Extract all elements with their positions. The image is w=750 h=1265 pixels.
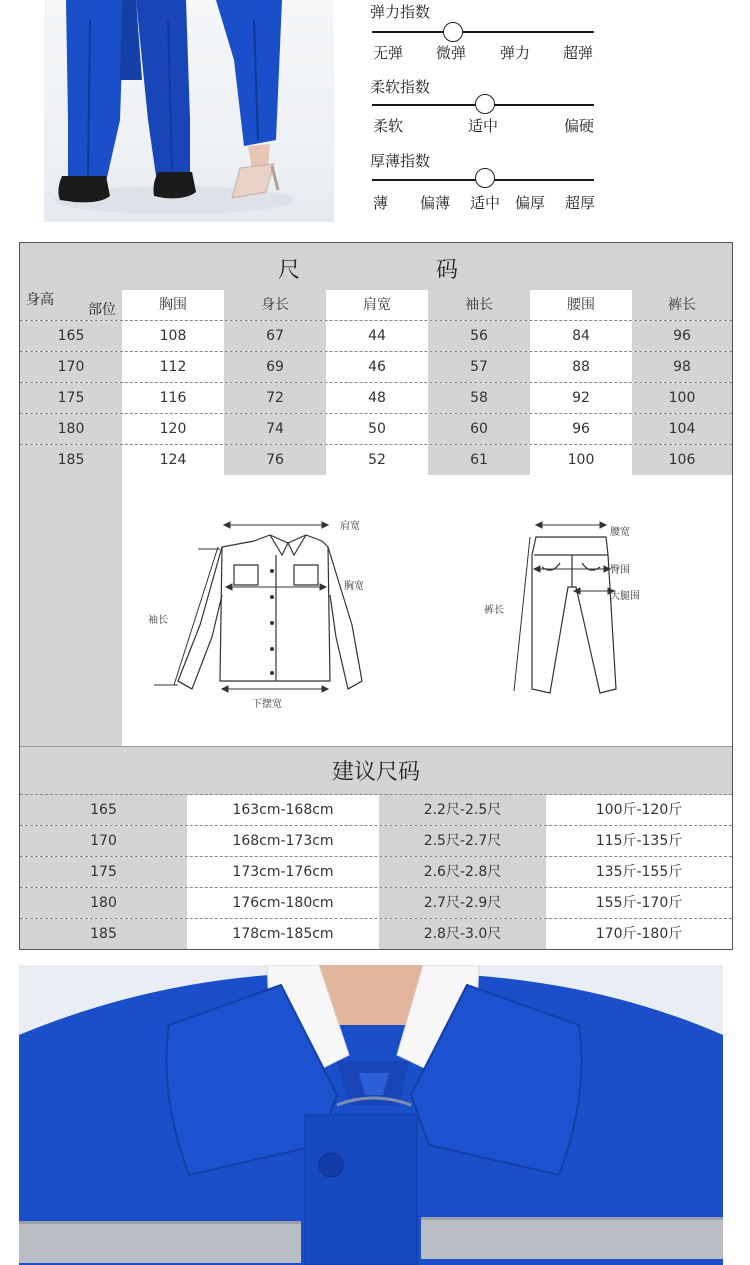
recommend-waist: 2.5尺-2.7尺 <box>379 826 546 856</box>
table-row <box>20 414 732 445</box>
recommend-waist: 2.8尺-3.0尺 <box>379 919 546 949</box>
softness-label: 适中 <box>468 117 499 135</box>
corner-part-label: 部位 <box>88 302 116 318</box>
recommend-height: 173cm-176cm <box>187 857 379 887</box>
value-cell: 120 <box>122 414 224 444</box>
thickness-label: 偏薄 <box>420 194 451 212</box>
recommend-title: 建议尺码 <box>20 747 732 795</box>
thickness-label: 适中 <box>470 194 501 212</box>
value-cell: 92 <box>530 383 632 413</box>
elasticity-label: 微弹 <box>436 44 467 62</box>
measurement-diagram <box>20 475 732 747</box>
hip-label: 臀围 <box>610 565 630 576</box>
thickness-label: 偏厚 <box>515 194 546 212</box>
thickness-label: 超厚 <box>565 194 596 212</box>
column-header: 身长 <box>224 290 326 320</box>
corner-height-label: 身高 <box>26 292 54 308</box>
value-cell: 98 <box>632 352 732 382</box>
value-cell: 69 <box>224 352 326 382</box>
table-row <box>20 352 732 383</box>
thickness-marker <box>475 168 495 188</box>
recommend-height: 163cm-168cm <box>187 795 379 825</box>
pants-length-label: 裤长 <box>484 605 504 616</box>
jacket-pants-sketch <box>122 475 732 746</box>
recommend-size: 180 <box>20 888 187 918</box>
recommend-weight: 170斤-180斤 <box>546 919 732 949</box>
elasticity-labels <box>370 42 610 62</box>
column-header: 肩宽 <box>326 290 428 320</box>
value-cell: 46 <box>326 352 428 382</box>
elasticity-label: 超弹 <box>563 44 594 62</box>
value-cell: 52 <box>326 445 428 475</box>
value-cell: 124 <box>122 445 224 475</box>
softness-labels <box>370 115 610 135</box>
collar-closeup-photo <box>19 965 723 1265</box>
column-header: 袖长 <box>428 290 530 320</box>
value-cell: 106 <box>632 445 732 475</box>
height-cell: 185 <box>20 445 122 475</box>
recommend-weight: 155斤-170斤 <box>546 888 732 918</box>
table-row <box>20 445 732 476</box>
recommend-height: 176cm-180cm <box>187 888 379 918</box>
corner-cell <box>20 290 122 320</box>
softness-index-title: 柔软指数 <box>370 78 431 96</box>
waist-width-label: 腰宽 <box>610 527 630 538</box>
recommend-row <box>20 919 732 950</box>
value-cell: 57 <box>428 352 530 382</box>
diagram-side-cell <box>20 475 122 746</box>
value-cell: 50 <box>326 414 428 444</box>
recommend-waist: 2.2尺-2.5尺 <box>379 795 546 825</box>
softness-marker <box>475 94 495 114</box>
top-section <box>0 0 750 232</box>
hem-width-label: 下摆宽 <box>252 699 282 710</box>
value-cell: 48 <box>326 383 428 413</box>
elasticity-index-title: 弹力指数 <box>370 3 431 21</box>
thickness-label: 薄 <box>373 194 389 212</box>
value-cell: 61 <box>428 445 530 475</box>
thickness-index-title: 厚薄指数 <box>370 152 431 170</box>
recommend-row <box>20 857 732 888</box>
size-title-char: 码 <box>436 258 459 283</box>
size-chart <box>19 242 733 950</box>
value-cell: 104 <box>632 414 732 444</box>
column-header: 胸围 <box>122 290 224 320</box>
value-cell: 74 <box>224 414 326 444</box>
column-header: 裤长 <box>632 290 732 320</box>
value-cell: 56 <box>428 321 530 351</box>
recommend-size: 185 <box>20 919 187 949</box>
height-cell: 175 <box>20 383 122 413</box>
value-cell: 84 <box>530 321 632 351</box>
recommend-weight: 135斤-155斤 <box>546 857 732 887</box>
table-row <box>20 383 732 414</box>
value-cell: 112 <box>122 352 224 382</box>
value-cell: 76 <box>224 445 326 475</box>
elasticity-label: 弹力 <box>500 44 531 62</box>
recommend-row <box>20 826 732 857</box>
recommend-size: 175 <box>20 857 187 887</box>
diagram-canvas <box>122 475 732 746</box>
recommend-weight: 100斤-120斤 <box>546 795 732 825</box>
size-title-char: 尺 <box>278 258 301 283</box>
table-row <box>20 321 732 352</box>
chest-width-label: 胸宽 <box>344 581 364 592</box>
recommend-size: 165 <box>20 795 187 825</box>
elasticity-index <box>370 2 610 74</box>
value-cell: 96 <box>632 321 732 351</box>
height-cell: 165 <box>20 321 122 351</box>
height-cell: 170 <box>20 352 122 382</box>
value-cell: 44 <box>326 321 428 351</box>
value-cell: 67 <box>224 321 326 351</box>
elasticity-label: 无弹 <box>373 44 404 62</box>
value-cell: 100 <box>530 445 632 475</box>
thickness-labels <box>370 192 610 212</box>
fabric-index-panel <box>370 0 610 230</box>
recommend-weight: 115斤-135斤 <box>546 826 732 856</box>
softness-label: 柔软 <box>373 117 404 135</box>
value-cell: 96 <box>530 414 632 444</box>
recommend-height: 178cm-185cm <box>187 919 379 949</box>
sleeve-length-label: 袖长 <box>148 615 168 626</box>
column-header: 腰围 <box>530 290 632 320</box>
thigh-label: 大腿围 <box>610 591 640 602</box>
recommend-row <box>20 888 732 919</box>
recommend-size: 170 <box>20 826 187 856</box>
value-cell: 72 <box>224 383 326 413</box>
height-cell: 180 <box>20 414 122 444</box>
elasticity-track <box>372 31 594 33</box>
size-header-row <box>20 290 732 321</box>
value-cell: 60 <box>428 414 530 444</box>
recommend-waist: 2.7尺-2.9尺 <box>379 888 546 918</box>
elasticity-marker <box>443 22 463 42</box>
recommend-waist: 2.6尺-2.8尺 <box>379 857 546 887</box>
value-cell: 108 <box>122 321 224 351</box>
softness-index <box>370 77 610 149</box>
recommend-height: 168cm-173cm <box>187 826 379 856</box>
value-cell: 58 <box>428 383 530 413</box>
softness-label: 偏硬 <box>564 117 595 135</box>
size-chart-title <box>20 243 732 290</box>
thickness-index <box>370 151 610 223</box>
value-cell: 88 <box>530 352 632 382</box>
shoulder-width-label: 肩宽 <box>340 521 360 532</box>
model-legs-photo <box>44 0 334 222</box>
value-cell: 116 <box>122 383 224 413</box>
recommend-row <box>20 795 732 826</box>
value-cell: 100 <box>632 383 732 413</box>
